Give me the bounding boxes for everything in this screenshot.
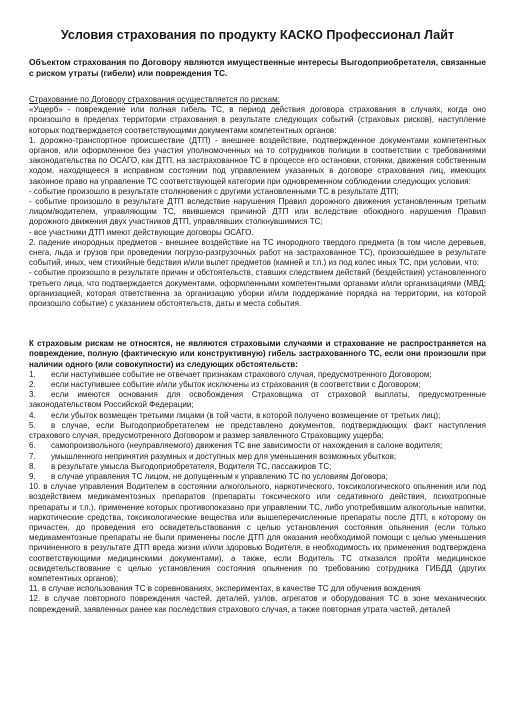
exclusion-number: 2. bbox=[29, 380, 36, 390]
risks-paragraph: 1. дорожно-транспортное происшествие (ДТП) - внешнее воздействие, подтвержденное документами компетентных органов, или оформленное без участия уполномоченных на то сотрудников полиции в соответствии с требованиями законодательства по ОСАГО, как ДТП, на застрахованное ТС в процессе его остановки, стоянки, движения собственным ходом, находящееся в исправном состоянии под управлением указанных в договоре страхования лиц, имеющих законное право на управление ТС соответствующей категории при одновременном соблюдении следующих условия: bbox=[29, 135, 486, 186]
risks-paragraph: - все участники ДТП имеют действующие договоры ОСАГО. bbox=[29, 227, 254, 237]
exclusion-number: 8. bbox=[29, 461, 36, 471]
exclusion-number: 4. bbox=[29, 410, 36, 420]
exclusion-item bbox=[29, 441, 486, 451]
exclusion-text: в случае использования ТС в соревнованиях, экспериментах, в качестве ТС для обучения вождения bbox=[41, 584, 421, 594]
exclusion-item bbox=[29, 452, 486, 462]
exclusion-text: в случае управления Водителем в состоянии алкогольного, наркотического, токсикологического опьянения или под воздействием медикаментозных препаратов (препараты токсического или седативного действия, психотропные препараты и т.п.), применение которых противопоказано при управлении ТС, либо употребившим алкогольные напитки, наркотические средства, токсикологические вещества или вышеперечисленные препараты после ДТП, к которому он причастен, до проведения его освидетельствования с целью установления состояния опьянения (если только медикаментозные препараты не были применены после ДТП для оказания необходимой помощи с целью уменьшения причиненного в результате ДТП вреда жизни и/или здоровью Водителя, в необходимость их применения подтверждена соответствующими медицинскими документами), а также, если Водитель ТС отказался пройти медицинское освидетельствование с целью установления состояния опьянения по требованию сотрудника ГИБДД (других компетентных органов); bbox=[29, 482, 486, 583]
exclusion-number: 1. bbox=[29, 369, 36, 379]
exclusion-text: самопроизвольного (неуправляемого) движения ТС вне зависимости от нахождения в салоне водителя; bbox=[51, 441, 443, 451]
exclusion-text: если убыток возмещен третьими лицами (в той части, в которой получено возмещение от третьих лиц); bbox=[51, 410, 441, 420]
exclusion-item bbox=[29, 472, 486, 482]
exclusion-text: в случае управления ТС лицом, не допущенным к управлению ТС по условиям Договора; bbox=[51, 471, 388, 481]
risks-paragraph: - событие произошло в результате столкновения с другими установленными ТС в результате ДТП; bbox=[29, 186, 399, 196]
intro-paragraph: Объектом страхования по Договору являются имущественные интересы Выгодоприобретателя, связанные с риском утраты (гибели) или повреждения ТС. bbox=[29, 57, 486, 78]
exclusion-text: если наступившее событие не отвечает признакам страхового случая, предусмотренного Договором; bbox=[51, 369, 432, 379]
exclusion-item bbox=[29, 462, 486, 472]
exclusions-section bbox=[29, 339, 486, 614]
exclusion-number: 10. bbox=[29, 482, 41, 492]
exclusion-number: 9. bbox=[29, 471, 36, 481]
exclusion-number: 7. bbox=[29, 451, 36, 461]
exclusion-item bbox=[29, 584, 486, 594]
risks-paragraph: - событие произошло в результате ДТП вследствие нарушения Правил дорожного движения установленным третьим лицом/водителем, управляющим ТС, явившемся причиной ДТП или вследствие обоюдного нарушения Правил дорожного движения двух участников ДТП, управлявших столкнувшимися ТС; bbox=[29, 197, 486, 227]
risks-section bbox=[29, 95, 486, 309]
exclusion-number: 12. bbox=[29, 594, 41, 604]
risks-heading: Страхование по Договору страхования осуществляется по рискам: bbox=[29, 95, 280, 104]
exclusion-number: 3. bbox=[29, 390, 36, 400]
exclusion-item bbox=[29, 390, 486, 410]
exclusion-text: в случае, если Выгодоприобретателем не представлено документов, подтверждающих факт наступления страхового случая, предусмотренного Договором и размер заявленного Страховщику ущерба; bbox=[29, 420, 486, 441]
exclusion-number: 5. bbox=[29, 420, 36, 430]
exclusion-text: в результате умысла Выгодоприобретателя, Водителя ТС, пассажиров ТС; bbox=[51, 461, 332, 471]
document-title: Условия страхования по продукту КАСКО Профессионал Лайт bbox=[60, 28, 455, 42]
exclusion-text: умышленного непринятия разумных и доступных мер для уменьшения возможных убытков; bbox=[51, 451, 397, 461]
exclusion-item bbox=[29, 421, 486, 441]
risks-paragraph: «Ущерб» - повреждение или полная гибель ТС, в период действия договора страхования в случаях, когда оно произошло в пределах территории страхования в результате следующих событий (страховых рисков), наступление которых подтверждается соответствующими документами компетентных органов: bbox=[29, 105, 486, 135]
exclusion-item bbox=[29, 594, 486, 614]
exclusion-item bbox=[29, 411, 486, 421]
exclusion-number: 6. bbox=[29, 441, 36, 451]
exclusions-heading: К страховым рискам не относятся, не являются страховыми случаями и страхование не распространяется на повреждение, полную (фактическую или конструктивную) гибель застрахованного ТС, если они произошли при наличии одного (или совокупности) из следующих обстоятельств: bbox=[29, 339, 486, 369]
exclusion-text: если наступившее событие и/или убыток исключены из страхования (в соответствии с Договором; bbox=[51, 380, 421, 390]
exclusion-number: 11. bbox=[29, 584, 40, 594]
exclusion-item bbox=[29, 380, 486, 390]
exclusion-text: если имеются основания для освобождения Страховщика от страховой выплаты, предусмотренные законодательством Российской Федерации; bbox=[29, 390, 486, 410]
exclusion-item bbox=[29, 482, 486, 584]
exclusion-item bbox=[29, 370, 486, 380]
risks-paragraph: - событие произошло в результате причин и обстоятельств, ставших следствием действий (бездействия) установленного третьего лица, что подтверждается документами, оформленными компетентными органами и/или организациями (МВД; организацией, которая ответственна за организацию уборки и/или поддержание порядка на территории, на которой произошло событие) с указанием обстоятельств, даты и места события. bbox=[29, 268, 486, 309]
exclusion-text: в случае повторного повреждения частей, деталей, узлов, агрегатов и оборудования ТС в зоне механических повреждений, заявленных ранее как последствия страхового случая, а также повторная утрата частей, деталей bbox=[29, 594, 486, 614]
risks-paragraph: 2. падение инородных предметов - внешнее воздействие на ТС инородного твердого предмета (в том числе деревьев, снега, льда и грузов при проведении погрузо-разгрузочных работ на застрахованное ТС), произошедшее в результате событий, иных, чем стихийные бедствия и/или вылет предметов (камней и т.п.) из под колес иных ТС, при условии, что: bbox=[29, 237, 486, 268]
